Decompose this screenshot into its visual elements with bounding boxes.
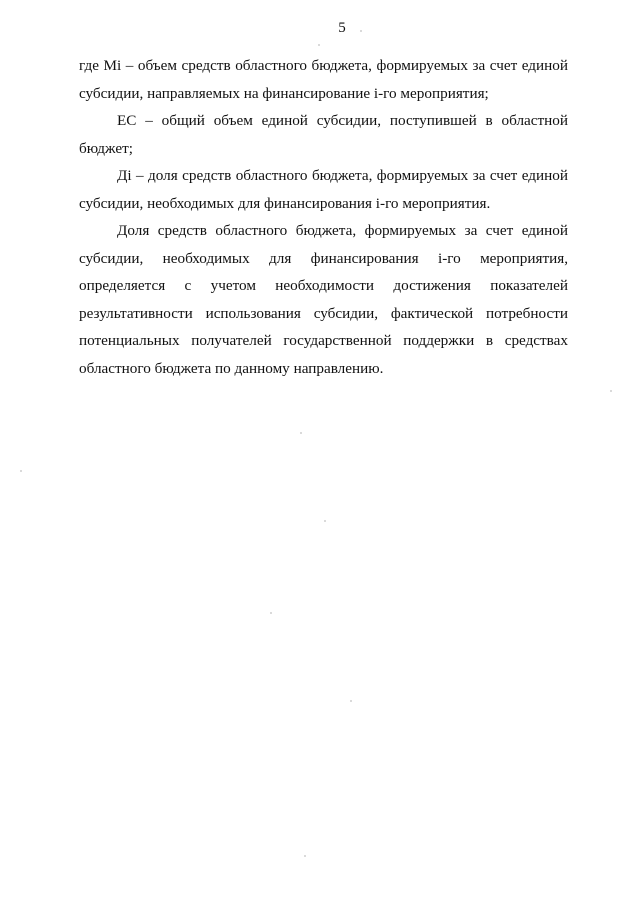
text-line: субсидии, необходимых для финансирования i-го мероприятия, — [79, 249, 568, 267]
text-line: областного бюджета по данному направлению. — [79, 359, 384, 377]
scan-speck — [270, 612, 272, 614]
paragraph-definition-es — [79, 107, 568, 162]
text-line: субсидии, необходимых для финансирования i-го мероприятия. — [79, 194, 491, 212]
scan-speck — [300, 432, 302, 434]
scan-speck — [610, 390, 612, 392]
scan-speck — [304, 855, 306, 857]
text-line: потенциальных получателей государственной поддержки в средствах — [79, 332, 568, 349]
text-line: Доля средств областного бюджета, формируемых за счет единой — [117, 222, 568, 239]
text-line: где Мi – объем средств областного бюджета, формируемых за счет единой — [79, 57, 568, 74]
text-line: определяется с учетом необходимости достижения показателей — [79, 277, 568, 294]
text-line: ЕС – общий объем единой субсидии, поступившей в областной — [117, 112, 568, 129]
paragraph-definition-mi — [79, 52, 568, 107]
scan-speck — [350, 700, 352, 702]
scan-speck — [324, 520, 326, 522]
paragraph-share-determination — [79, 217, 568, 382]
text-line: бюджет; — [79, 139, 133, 157]
document-body — [79, 52, 568, 382]
scan-speck — [360, 30, 362, 32]
scan-speck — [318, 44, 320, 46]
text-line: субсидии, направляемых на финансирование i-го мероприятия; — [79, 84, 489, 102]
paragraph-definition-di — [79, 162, 568, 217]
scan-speck — [20, 470, 22, 472]
text-line: Дi – доля средств областного бюджета, формируемых за счет единой — [117, 167, 568, 184]
page-number: 5 — [338, 20, 346, 36]
text-line: результативности использования субсидии, фактической потребности — [79, 304, 568, 322]
